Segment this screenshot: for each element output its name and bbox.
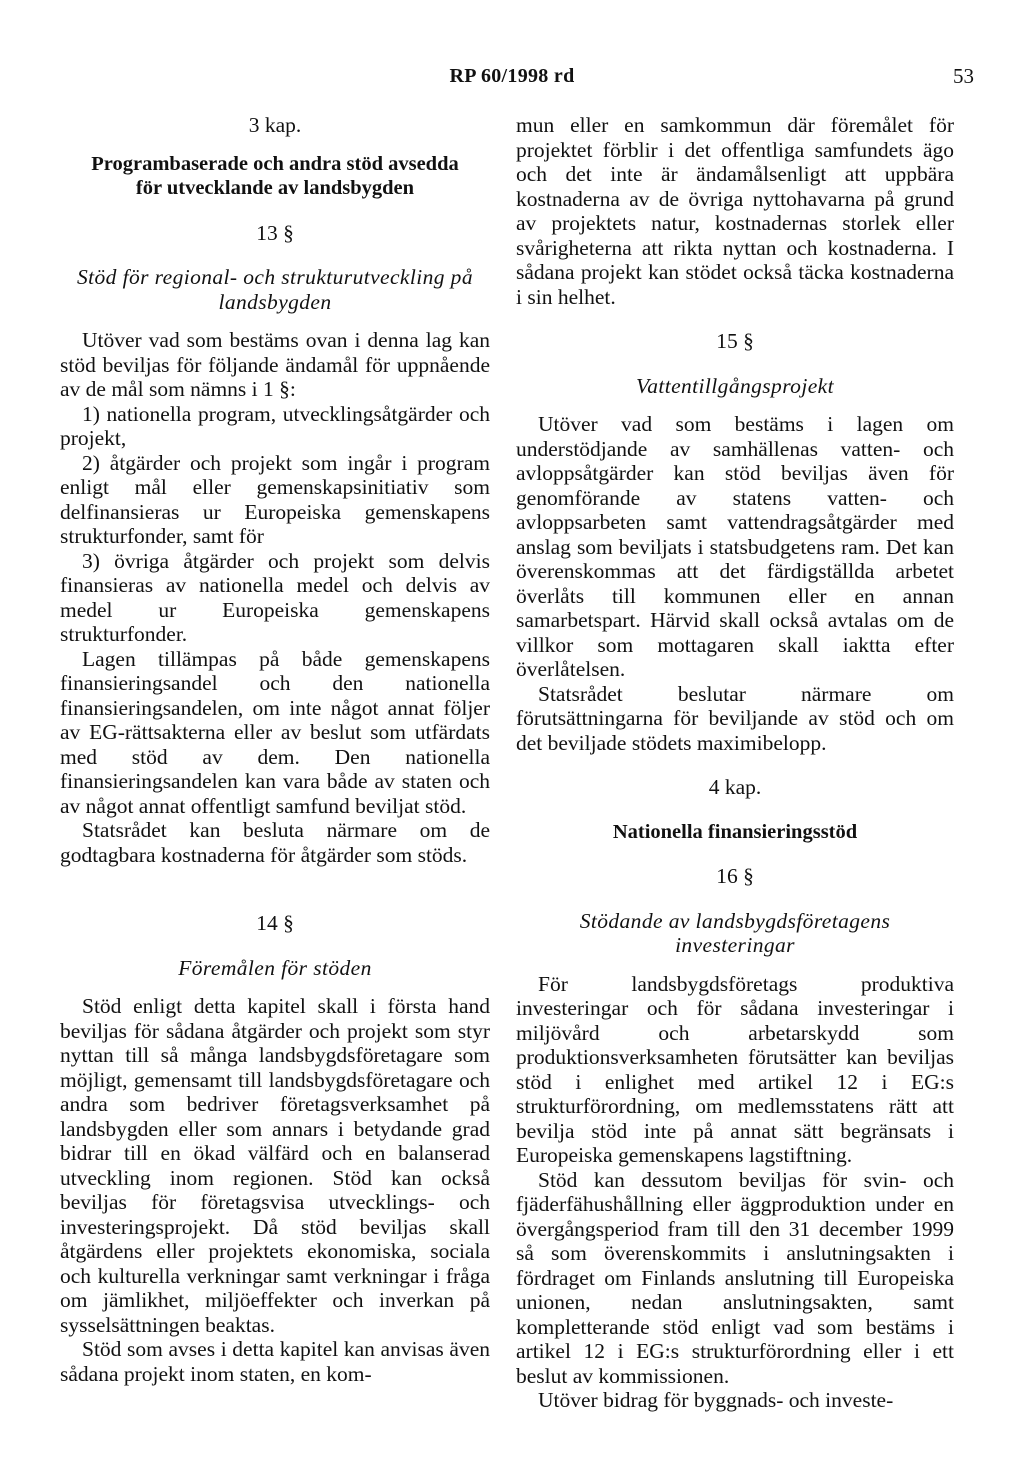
chapter-4-label: 4 kap. bbox=[708, 775, 762, 799]
section-15-paragraph-1: Utöver vad som bestäms i lagen om understödjande av samhällenas vatten- och avloppsåtgärder kan stöd beviljas även för genomförande av statens vatten- och avloppsarbeten samt vattendragsåtgärder med anslag som beviljats i statsbudgetens ram. Det kan överenskommas att det färdigställda arbetet överlåts till kommunen eller en annan samarbetspart. Härvid skall också avtalas om de villkor som mottagaren skall iakttа efter överlåtelsen. bbox=[516, 412, 954, 681]
section-13-paragraph-3: Statsrådet kan besluta närmare om de godtagbara kostnaderna för åtgärder som stöds. bbox=[60, 818, 490, 867]
chapter-3-title-line1: Programbaserade och andra stöd avsedda bbox=[91, 152, 459, 175]
section-14-paragraph-1: Stöd enligt detta kapitel skall i första hand beviljas för sådana åtgärder och projekt som styr nyttan till så många landsbygdsföretagare som möjligt, gemensamt till landsbygdsföretagare och andra som bedriver företagsverksamhet på landsbygden eller som annars i betydande grad bidrar till en ökad välfärd och en balanserad utveckling inom regionen. Stöd kan också beviljas för företagsvisa utvecklings- och investeringsprojekt. Då stöd beviljas skall åtgärdens eller projektets ekonomiska, sociala och kulturella verkningar samt verkningar i fråga om jämlikhet, miljöeffekter och inverkan på sysselsättningen beaktas. bbox=[60, 994, 490, 1337]
chapter-4-title: Nationella finansieringsstöd bbox=[612, 820, 858, 843]
section-13-item-3: 3) övriga åtgärder och projekt som delvis finansieras av nationella medel och delvis av medel ur Europeiska gemenskapens strukturfonder. bbox=[60, 548, 490, 646]
section-15-paragraph-2: Statsrådet beslutar närmare om förutsättningarna för beviljande av stöd och om det beviljade stödets maximibelopp. bbox=[516, 681, 954, 755]
section-16-number: 16 § bbox=[716, 864, 754, 888]
section-14-title: Föremålen för stöden bbox=[178, 955, 372, 980]
page-number: 53 bbox=[953, 64, 974, 88]
left-column bbox=[60, 113, 490, 1386]
section-14-paragraph-2: Stöd som avses i detta kapitel kan anvisas även sådana projekt inom staten, en kom- bbox=[60, 1337, 490, 1386]
section-15-number: 15 § bbox=[716, 329, 754, 353]
section-13-title-line2: landsbygden bbox=[218, 289, 332, 314]
continued-paragraph: mun eller en samkommun där föremålet för projektet förblir i det offentliga samfundets ägo och det inte är ändamålsenligt att uppbära kostnaderna av de övriga nyttohavarna på grund av projektets natur, kostnadernas storlek eller svårigheterna att rikta nyttan och kostnaderna. I sådana projekt kan stödet också täcka kostnaderna i sin helhet. bbox=[516, 113, 954, 309]
running-header: RP 60/1998 rd bbox=[449, 65, 575, 87]
section-13-title-line1: Stöd för regional- och strukturutveckling på bbox=[77, 265, 473, 289]
section-16-paragraph-2: Stöd kan dessutom beviljas för svin- och fjäderfähushållning eller äggproduktion under en övergångsperiod fram till den 31 december 1999 så som överenskommits i anslutningsakten i fördraget om Finlands anslutning till Europeiska unionen, nedan anslutningsakten, samt kompletterande stöd enligt vad som bestäms i artikel 12 i EG:s strukturförordning eller i ett beslut av kommissionen. bbox=[516, 1167, 954, 1388]
section-16-title-line2: investeringar bbox=[675, 933, 795, 957]
chapter-3-title-line2: för utvecklande av landsbygden bbox=[135, 177, 415, 199]
section-13-paragraph-2: Lagen tillämpas på både gemenskapens finansieringsandel och den nationella finansieringsandelen, om inte något annat följer av EG-rättsakterna eller av beslut som utfärdats med stöd av dem. Den nationella finansieringsandelen kan vara både av staten och av något annat offentligt samfund beviljat stöd. bbox=[60, 646, 490, 818]
section-13-number: 13 § bbox=[256, 220, 294, 245]
section-16-title-line1: Stödande av landsbygdsföretagens bbox=[579, 908, 891, 933]
right-column bbox=[516, 113, 954, 1413]
section-13-item-1: 1) nationella program, utvecklingsåtgärder och projekt, bbox=[60, 401, 490, 450]
section-16-paragraph-3: Utöver bidrag för byggnads- och investe- bbox=[538, 1388, 894, 1412]
section-16-paragraph-1: För landsbygdsföretags produktiva investeringar och för sådana investeringar i miljövård och arbetarskydd som produktionsverksamheten förutsätter kan beviljas stöd i enlighet med artikel 12 i EG:s strukturförordning, om medlemsstatens rätt att bevilja stöd inte på annat sätt begränsats i Europeiska gemenskapens lagstiftning. bbox=[516, 971, 954, 1167]
section-15-title: Vattentillgångsprojekt bbox=[636, 373, 834, 398]
section-14-number: 14 § bbox=[256, 911, 294, 935]
section-13-paragraph-1: Utöver vad som bestäms ovan i denna lag kan stöd beviljas för följande ändamål för uppnående av de mål som nämns i 1 §: bbox=[60, 328, 490, 401]
section-13-item-2: 2) åtgärder och projekt som ingår i program enligt mål eller gemenskapsinitiativ som delfinansieras ur Europeiska gemenskapens strukturfonder, samt för bbox=[60, 450, 490, 548]
chapter-3-label: 3 kap. bbox=[248, 113, 302, 137]
